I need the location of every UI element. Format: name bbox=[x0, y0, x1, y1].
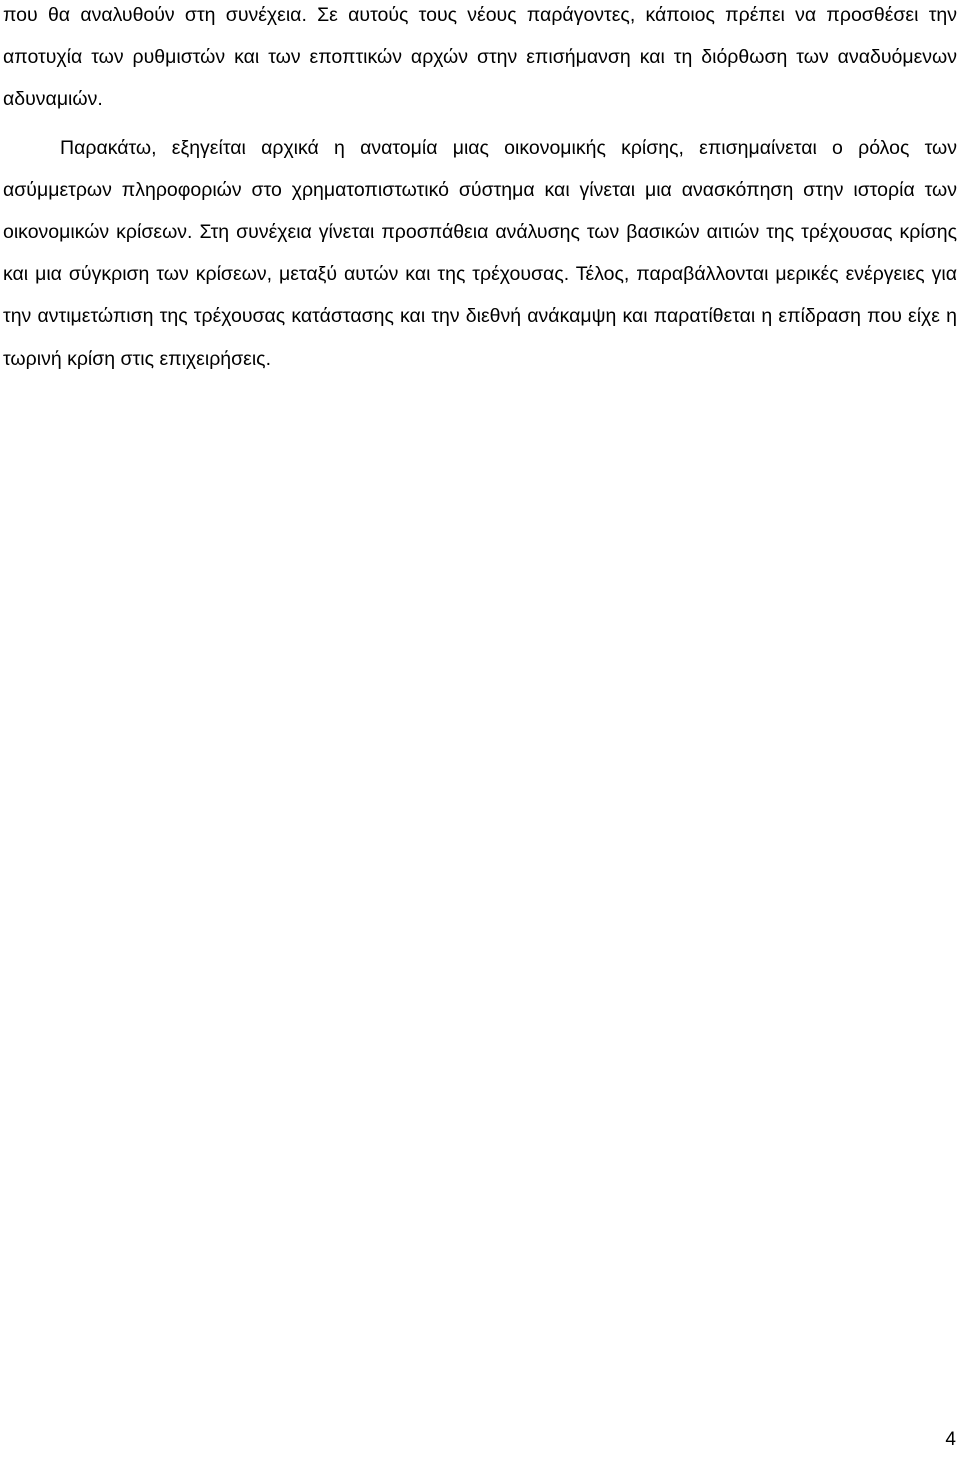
body-text bbox=[3, 0, 957, 380]
paragraph-overview: Παρακάτω, εξηγείται αρχικά η ανατομία μιας οικονομικής κρίσης, επισημαίνεται ο ρόλος των ασύμμετρων πληροφοριών στο χρηματοπιστωτικό σύστημα και γίνεται μια ανασκόπηση στην ιστορία των οικονομικών κρίσεων. Στη συνέχεια γίνεται προσπάθεια ανάλυσης των βασικών αιτιών της τρέχουσας κρίσης και μια σύγκριση των κρίσεων, μεταξύ αυτών και της τρέχουσας. Τέλος, παραβάλλονται μερικές ενέργειες για την αντιμετώπιση της τρέχουσας κατάστασης και την διεθνή ανάκαμψη και παρατίθεται η επίδραση που είχε η τωρινή κρίση στις επιχειρήσεις. bbox=[3, 136, 957, 370]
page-number: 4 bbox=[945, 1429, 956, 1450]
paragraph-continued: που θα αναλυθούν στη συνέχεια. Σε αυτούς τους νέους παράγοντες, κάποιος πρέπει να προσθέσει την αποτυχία των ρυθμιστών και των εποπτικών αρχών στην επισήμανση και τη διόρθωση των αναδυόμενων αδυναμιών. bbox=[3, 4, 957, 111]
